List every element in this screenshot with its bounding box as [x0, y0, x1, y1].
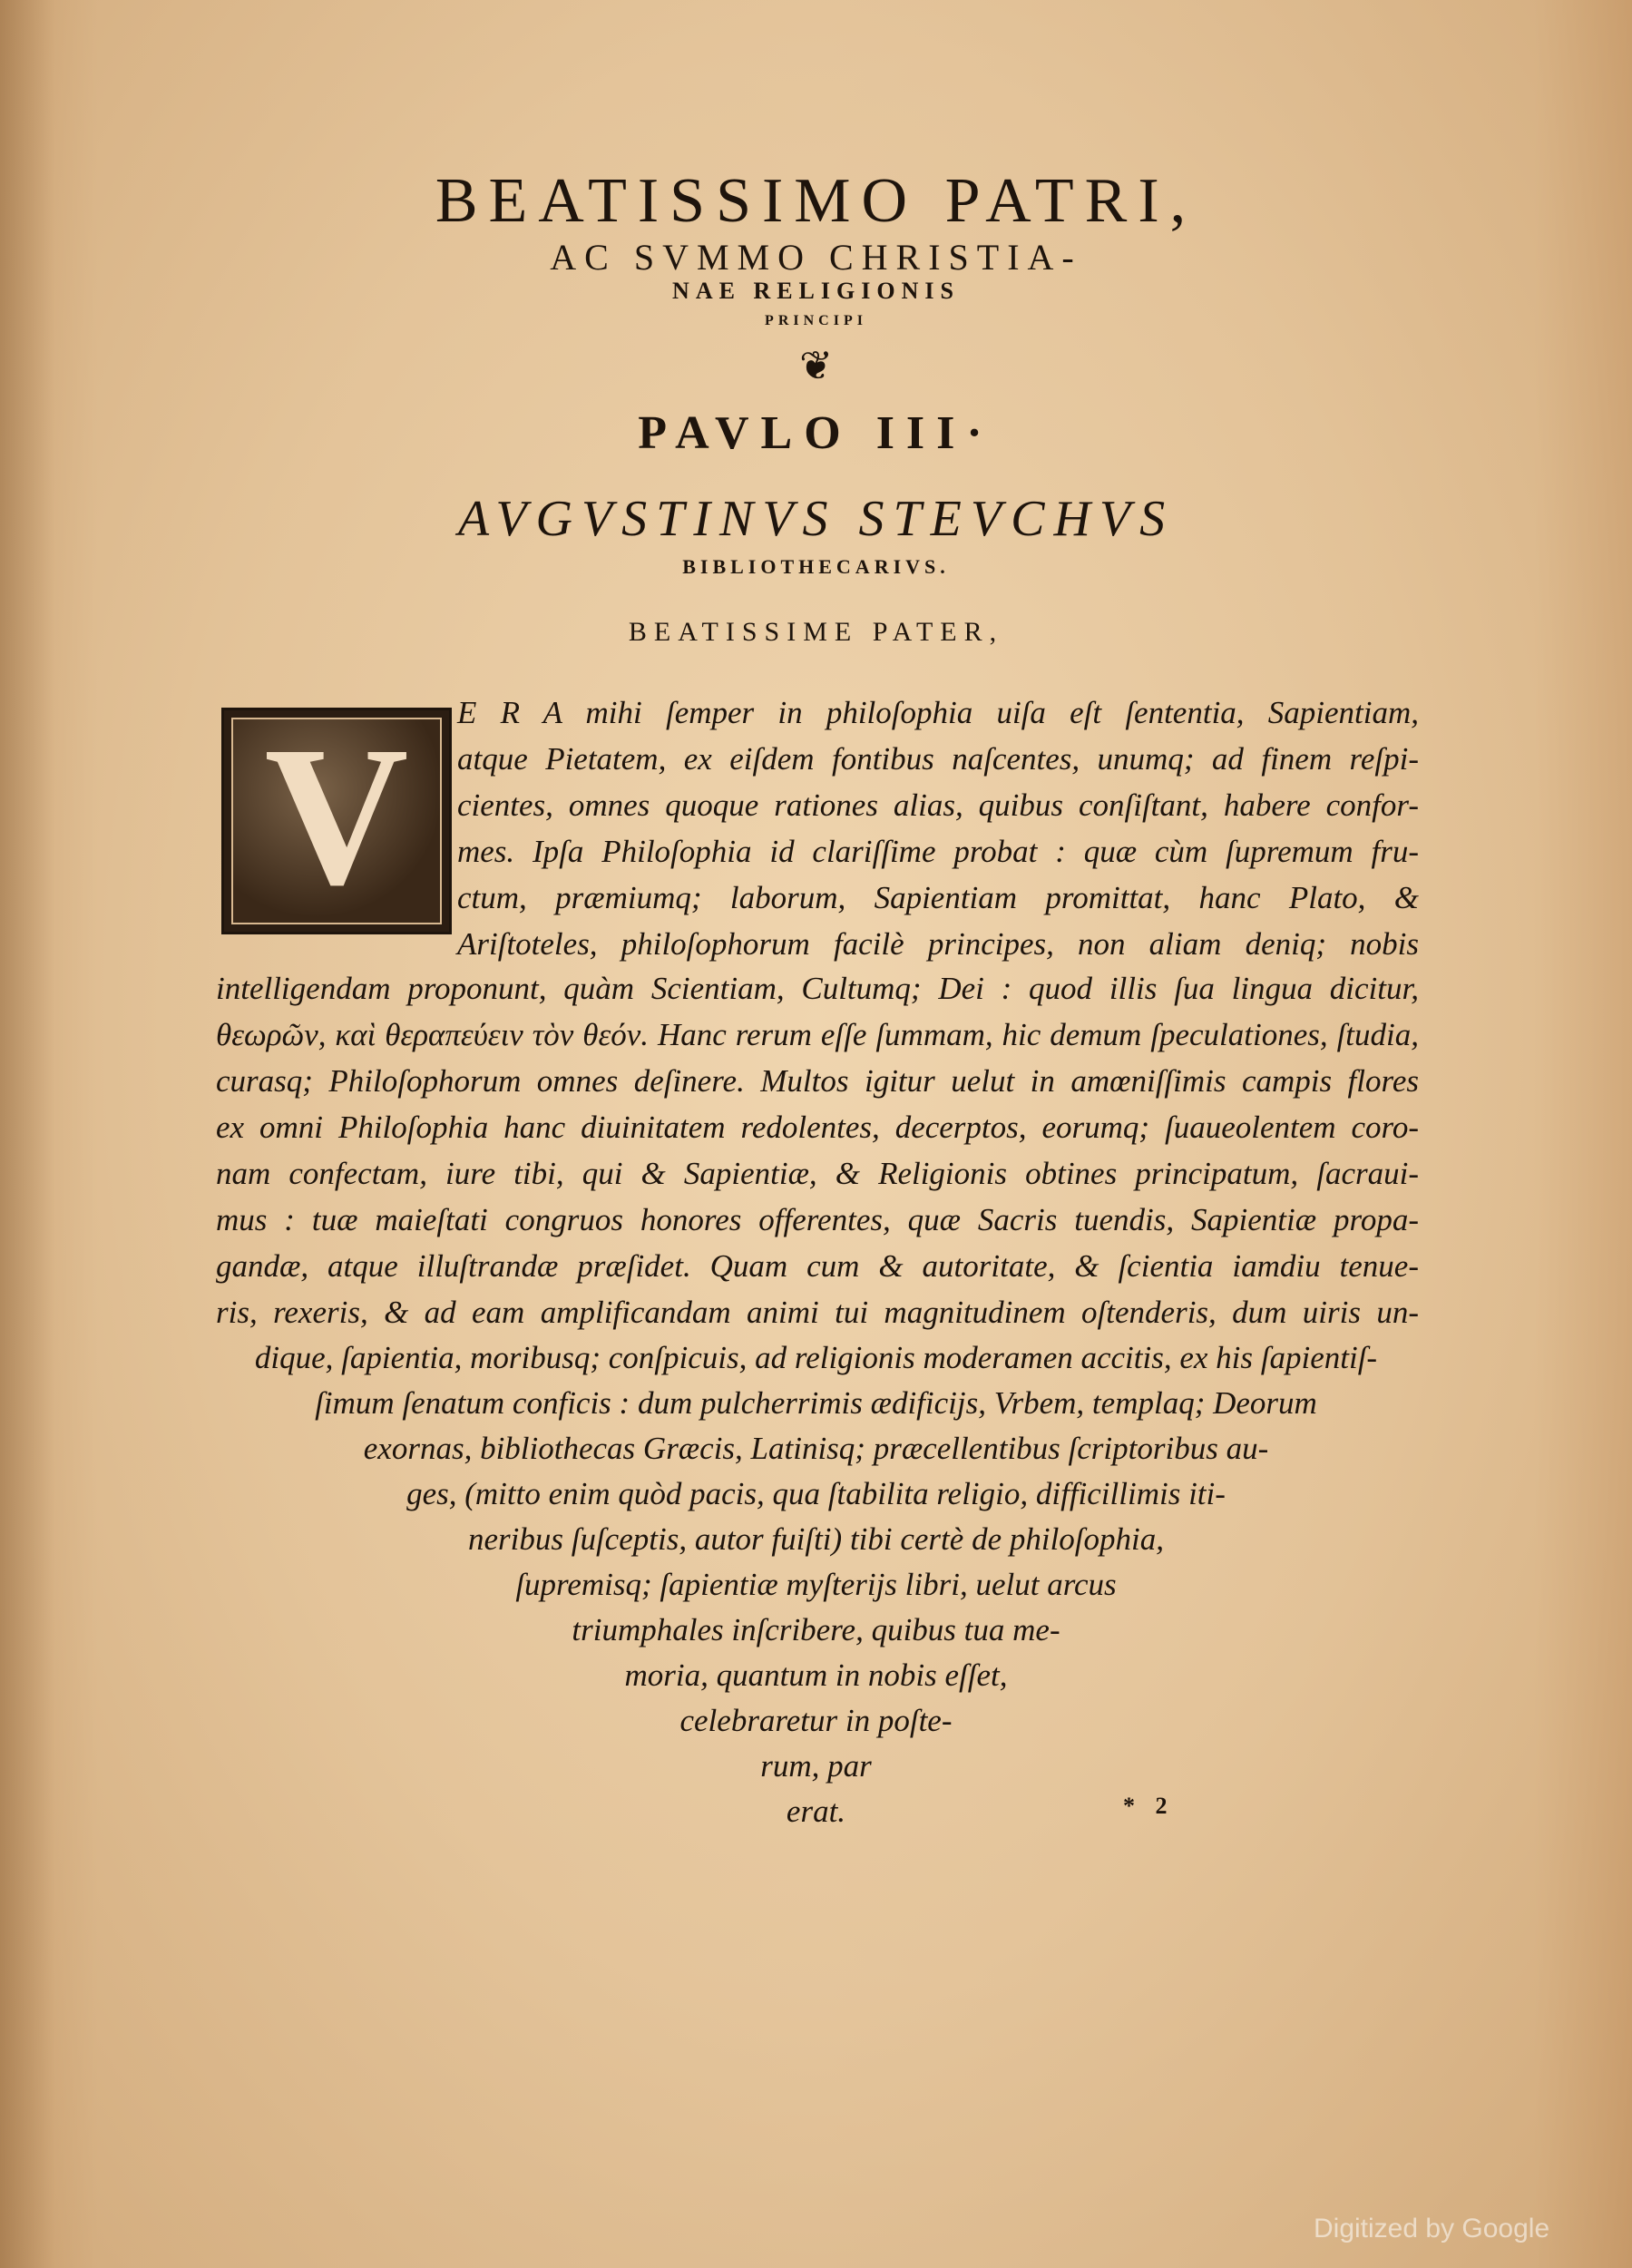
text-line: erat. — [786, 1794, 846, 1829]
text-line: moria, quantum in nobis eſſet, — [624, 1657, 1008, 1693]
text-line: exornas, bibliothecas Græcis, Latinisq; præcellentibus ſcriptoribus au- — [363, 1431, 1269, 1466]
text-line: cientes, omnes quoque rationes alias, quibus conſiſtant, habere confor- — [457, 787, 1419, 823]
text-line: θεωρῶν, καὶ θεραπεύειν τὸν θεόν. Hanc rerum eſſe ſummam, hic demum ſpeculationes, ſtudia, — [216, 1017, 1419, 1052]
author-role: BIBLIOTHECARIVS. — [682, 555, 950, 578]
tapered-paragraph — [0, 1335, 1632, 1834]
addressee-name: PAVLO III· — [638, 407, 994, 459]
body-paragraph — [216, 965, 1419, 1335]
text-line: Ariſtoteles, philoſophorum facilè principes, non aliam deniq; nobis — [457, 926, 1419, 962]
text-line: ex omni Philoſophia hanc diuinitatem redolentes, decerptos, eorumq; ſuaueolentem coro- — [216, 1110, 1419, 1145]
dedication-title: BEATISSIMO PATRI, — [435, 166, 1197, 236]
dedication-subtitle-3: PRINCIPI — [765, 313, 867, 328]
digitization-watermark: Digitized by Google — [1314, 2214, 1550, 2244]
text-line: atque Pietatem, ex eiſdem fontibus naſcentes, unumq; ad finem reſpi- — [457, 741, 1419, 777]
dedication-subtitle-1: AC SVMMO CHRISTIA- — [550, 237, 1082, 278]
text-line: ges, (mitto enim quòd pacis, qua ſtabilita religio, difficillimis iti- — [406, 1476, 1226, 1511]
initial-letter: V — [264, 705, 409, 926]
text-line: curasq; Philoſophorum omnes deſinere. Multos igitur uelut in amœniſſimis campis flores — [216, 1063, 1419, 1099]
text-line: mes. Ipſa Philoſophia id clariſſime probat : quæ cùm ſupremum fru- — [457, 834, 1419, 869]
text-line: mus : tuæ maieſtati congruos honores offerentes, quæ Sacris tuendis, Sapientiæ propa- — [216, 1202, 1419, 1237]
text-line: ctum, præmiumq; laborum, Sapientiam promittat, hanc Plato, & — [457, 880, 1419, 915]
text-line: gandæ, atque illuſtrandæ præſidet. Quam cum & autoritate, & ſcientia iamdiu tenue- — [216, 1248, 1419, 1284]
text-line: E R A mihi ſemper in philoſophia uiſa eſt ſententia, Sapientiam, — [457, 695, 1419, 730]
text-line: intelligendam proponunt, quàm Scientiam, Cultumq; Dei : quod illis ſua lingua dicitur, — [216, 971, 1419, 1006]
text-line: ſimum ſenatum conficis : dum pulcherrimis ædificijs, Vrbem, templaq; Deorum — [315, 1385, 1317, 1421]
text-line: nam confectam, iure tibi, qui & Sapientiæ, & Religionis obtines principatum, ſacraui- — [216, 1156, 1419, 1191]
text-line: celebraretur in poſte- — [679, 1703, 953, 1738]
salutation: BEATISSIME PATER, — [628, 617, 1004, 647]
text-line: triumphales inſcribere, quibus tua me- — [572, 1612, 1060, 1647]
text-line: ris, rexeris, & ad eam amplificandam animi tui magnitudinem oſtenderis, dum uiris un- — [216, 1295, 1419, 1330]
text-line: rum, par — [760, 1748, 872, 1784]
text-line: neribus ſuſceptis, autor fuiſti) tibi certè de philoſophia, — [467, 1521, 1164, 1557]
dedication-subtitle-2: NAE RELIGIONIS — [672, 278, 960, 304]
indented-paragraph — [457, 689, 1419, 967]
author-name: AVGVSTINVS STEVCHVS — [457, 491, 1175, 547]
binding-gutter — [0, 0, 54, 2268]
decorated-initial — [221, 705, 452, 934]
text-line: ſupremisq; ſapientiæ myſterijs libri, uelut arcus — [515, 1567, 1117, 1602]
fleuron-ornament: ❦ — [799, 344, 833, 388]
text-line: dique, ſapientia, moribusq; conſpicuis, ad religionis moderamen accitis, ex his ſapientiſ- — [254, 1340, 1378, 1375]
signature-mark: * 2 — [1123, 1793, 1175, 1819]
